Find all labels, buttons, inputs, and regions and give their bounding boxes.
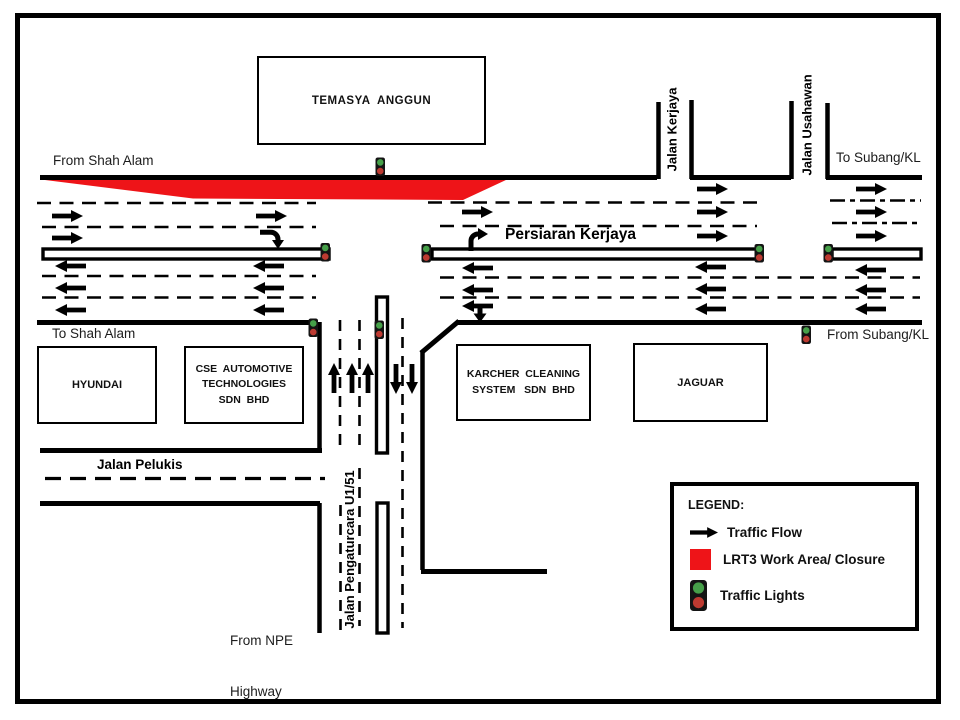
label-from-npe-highway bbox=[230, 598, 293, 720]
traffic-light bbox=[375, 321, 385, 340]
median-island bbox=[377, 503, 388, 633]
traffic-light bbox=[309, 319, 319, 338]
building-hyundai bbox=[37, 346, 157, 424]
label-to-shah-alam: To Shah Alam bbox=[52, 326, 136, 341]
traffic-light bbox=[321, 243, 331, 262]
traffic-light bbox=[824, 244, 834, 263]
traffic-light bbox=[802, 326, 812, 345]
label-to-subang-kl: To Subang/KL bbox=[836, 150, 921, 165]
legend-title: LEGEND: bbox=[688, 498, 745, 512]
label-jalan-pelukis: Jalan Pelukis bbox=[97, 457, 183, 472]
label-line: From NPE bbox=[230, 633, 294, 648]
legend-item-work-area bbox=[690, 549, 885, 570]
building-cse-automotive bbox=[184, 346, 304, 424]
work-area-swatch-icon bbox=[690, 549, 711, 570]
legend-item-traffic-flow bbox=[690, 525, 802, 540]
right-turn-arrow bbox=[260, 232, 284, 249]
legend-item-traffic-lights bbox=[690, 580, 805, 611]
building-karcher bbox=[456, 344, 591, 421]
building-label: JAGUAR bbox=[677, 376, 724, 389]
traffic-light bbox=[755, 244, 765, 263]
legend-item-label: Traffic Lights bbox=[720, 588, 805, 603]
building-label: KARCHER CLEANING bbox=[466, 367, 581, 380]
traffic-light bbox=[422, 244, 432, 263]
building-label: SDN BHD bbox=[218, 393, 270, 406]
label-line: Highway bbox=[230, 684, 282, 699]
label-jalan-kerjaya: Jalan Kerjaya bbox=[664, 87, 680, 172]
lrt3-closure-area bbox=[41, 180, 507, 201]
legend-box bbox=[670, 482, 919, 631]
median-island bbox=[832, 249, 921, 259]
legend-item-label: LRT3 Work Area/ Closure bbox=[723, 552, 886, 567]
building-jaguar bbox=[633, 343, 768, 422]
building-label: TECHNOLOGIES bbox=[201, 378, 286, 391]
legend-item-label: Traffic Flow bbox=[727, 525, 803, 540]
label-jalan-pengaturcara: Jalan Pengaturcara U1/51 bbox=[342, 470, 358, 629]
traffic-flow-arrow-icon bbox=[690, 526, 718, 539]
label-jalan-usahawan: Jalan Usahawan bbox=[799, 74, 815, 176]
building-temasya-anggun bbox=[257, 56, 486, 145]
traffic-light-icon bbox=[690, 580, 707, 611]
label-from-shah-alam: From Shah Alam bbox=[53, 153, 154, 168]
building-label: SYSTEM SDN BHD bbox=[472, 383, 575, 396]
median-island bbox=[432, 249, 758, 259]
median-island bbox=[377, 297, 388, 453]
label-persiaran-kerjaya: Persiaran Kerjaya bbox=[505, 226, 636, 243]
building-label: HYUNDAI bbox=[71, 379, 123, 391]
building-label: CSE AUTOMOTIVE bbox=[195, 363, 293, 376]
label-from-subang-kl: From Subang/KL bbox=[827, 327, 930, 342]
traffic-light bbox=[376, 158, 386, 177]
median-island bbox=[43, 249, 329, 259]
building-label: TEMASYA ANGGUN bbox=[311, 94, 432, 107]
